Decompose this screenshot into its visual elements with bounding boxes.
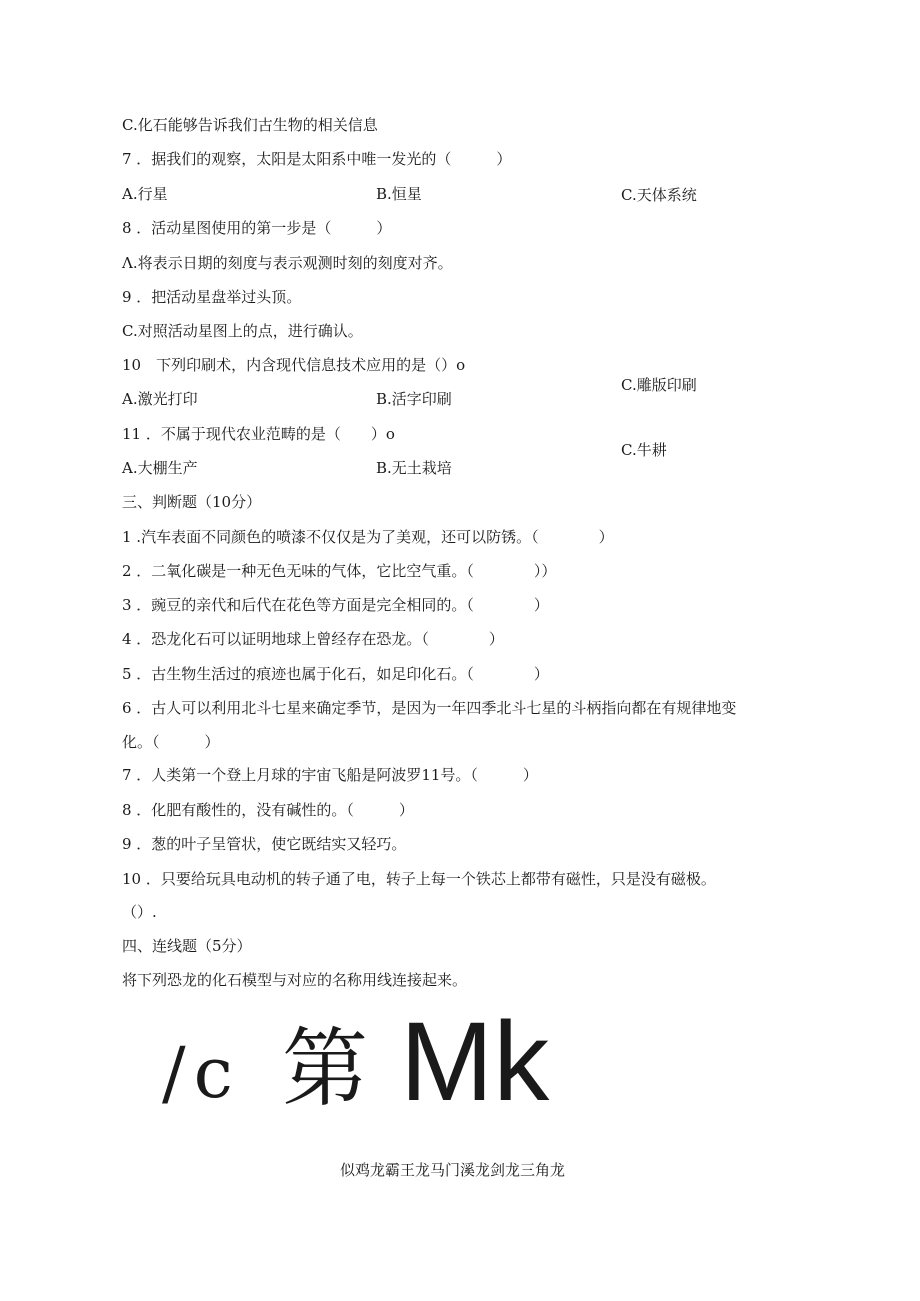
question-10-stem: 10 下列印刷术，内含现代信息技术应用的是（）o bbox=[122, 356, 466, 374]
question-7-option-b: B.恒星 bbox=[376, 185, 422, 203]
dinosaur-names: 似鸡龙霸王龙马门溪龙剑龙三角龙 bbox=[340, 1161, 566, 1179]
fossil-glyph-1: /c bbox=[162, 1032, 241, 1114]
judge-item-7: 7 ．人类第一个登上月球的宇宙飞船是阿波罗11号。（ ） bbox=[122, 766, 538, 784]
option-c-star-chart: C.对照活动星图上的点，进行确认。 bbox=[122, 322, 363, 340]
judge-item-2: 2 ．二氧化碳是一种无色无味的气体，它比空气重。（ ）） bbox=[122, 562, 557, 580]
judge-item-8: 8 ．化肥有酸性的，没有碱性的。（ ） bbox=[122, 801, 414, 819]
judge-item-1: 1 .汽车表面不同颜色的喷漆不仅仅是为了美观，还可以防锈。（ ） bbox=[122, 528, 614, 546]
fossil-glyph-2: 第 bbox=[282, 1019, 368, 1119]
judge-item-9: 9 ．葱的叶子呈管状，使它既结实又轻巧。 bbox=[122, 835, 407, 853]
question-11-option-b: B.无土栽培 bbox=[376, 459, 452, 477]
question-11-option-a: A.大棚生产 bbox=[122, 459, 198, 477]
question-10-option-c: C.雕版印刷 bbox=[621, 376, 697, 394]
question-9-text: 9 ．把活动星盘举过头顶。 bbox=[122, 288, 302, 306]
judge-item-10: 10 ．只要给玩具电动机的转子通了电，转子上每一个铁芯上都带有磁性，只是没有磁极。 bbox=[122, 870, 716, 888]
section-4-title: 四、连线题（5分） bbox=[122, 937, 252, 955]
judge-item-5: 5 ．古生物生活过的痕迹也属于化石，如足印化石。（ ） bbox=[122, 665, 549, 683]
judge-item-3: 3 ．豌豆的亲代和后代在花色等方面是完全相同的。（ ） bbox=[122, 596, 549, 614]
question-7-stem: 7 ．据我们的观察，太阳是太阳系中唯一发光的（ ） bbox=[122, 150, 512, 168]
judge-item-10-continued: （）. bbox=[122, 903, 157, 921]
section-3-title: 三、判断题（10分） bbox=[122, 493, 262, 511]
judge-item-4: 4 ．恐龙化石可以证明地球上曾经存在恐龙。（ ） bbox=[122, 630, 504, 648]
question-10-option-b: B.活字印刷 bbox=[376, 390, 452, 408]
judge-item-6-continued: 化。（ ） bbox=[122, 733, 220, 751]
question-10-option-a: A.激光打印 bbox=[122, 390, 198, 408]
judge-item-6: 6 ．古人可以利用北斗七星来确定季节，是因为一年四季北斗七星的斗柄指向都在有规律地变 bbox=[122, 699, 737, 717]
question-8-stem: 8 ．活动星图使用的第一步是（ ） bbox=[122, 219, 392, 237]
question-7-option-c: C.天体系统 bbox=[621, 186, 697, 204]
question-11-option-c: C.牛耕 bbox=[621, 441, 667, 459]
section-4-instruction: 将下列恐龙的化石模型与对应的名称用线连接起来。 bbox=[122, 971, 468, 989]
fossil-glyph-3: Mk bbox=[400, 999, 550, 1124]
question-7-option-a: A.行星 bbox=[122, 185, 168, 203]
question-11-stem: 11 ．不属于现代农业范畴的是（ ）o bbox=[122, 425, 395, 443]
question-8-option-a: Λ.将表示日期的刻度与表示观测时刻的刻度对齐。 bbox=[122, 254, 453, 272]
option-c-fossil-info: C.化石能够告诉我们古生物的相关信息 bbox=[122, 116, 378, 134]
